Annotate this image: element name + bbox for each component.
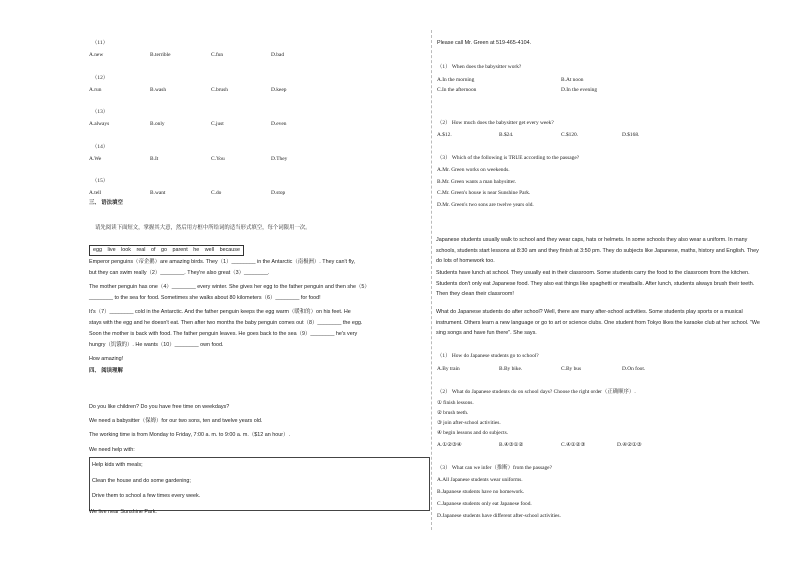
passage-paragraph: What do Japanese students do after school? Well, there are many after-school activities. Some students play sports or a musical instrument. Others learn a new language or go to art or science clubs. One student from Tokyo likes the karaoke club at her school. "We sing songs and have fun there". She says. (436, 309, 760, 336)
option-b: B.Japanese students have no homework. (437, 489, 525, 495)
passage-paragraph: Students have lunch at school. They usually eat in their classroom. Some students carry the food to the classroom from the kitchen. Students don't only eat Japanese food. They also eat things like spaghetti or meatballs. After lunch, students always brush their teeth. Then they clean their classroom! (436, 270, 755, 297)
option-a: A.①②③④ (437, 442, 462, 448)
question-stem: （2） What do Japanese students do on school days? Choose the right order（正确顺序）. (437, 389, 636, 395)
option-a: A.All Japanese students wear uniforms. (437, 477, 523, 483)
option-d: D.Mr. Green's two sons are twelve years old. (437, 202, 534, 208)
passage-line: We need a babysitter（保姆）for our two sons, ten and twelve years old. (89, 418, 263, 424)
question-stem: （3） What can we infer（推断）from the passage? (437, 465, 552, 471)
question-stem: （1） When does the babysitter work? (437, 64, 522, 70)
option-b: B.At noon (561, 77, 584, 83)
help-item: Help kids with meals; (92, 462, 143, 468)
option-c: C.Mr. Green's house is near Sunshine Park. (437, 190, 531, 196)
option-c: C.By bus (561, 366, 582, 372)
option-b: B.By bike. (499, 366, 523, 372)
option-b: B.wash (150, 87, 167, 93)
word-bank-item: egg (93, 247, 102, 253)
word-bank-item: well (204, 247, 215, 253)
option-b: B.only (150, 121, 165, 127)
option-d: D.even (271, 121, 287, 127)
word-bank-item: live (107, 247, 116, 253)
order-item: ① finish lessons. (437, 400, 474, 406)
option-d: D.bad (271, 52, 285, 58)
question-number: （12） (92, 75, 109, 81)
passage-line: Emperor penguins（帝企鹅）are amazing birds. They（1）________ in the Antarctic（南极洲）. They can't fly, (89, 259, 355, 265)
passage-line: The working time is from Monday to Friday, 7:00 a. m. to 9:00 a. m.（$12 an hour）. (89, 432, 290, 438)
option-d: D.keep (271, 87, 287, 93)
passage-paragraph: Japanese students usually walk to school and they wear caps, hats or helmets. In some schools they also wear a uniform. In many schools, students start lessons at 8:30 am and they finish at 3:50 pm. They do subjects like Japanese, maths, history and English. They do lots of homework too. (436, 237, 759, 264)
question-stem: （3） Which of the following is TRUE according to the passage? (437, 155, 580, 161)
word-bank-item: look (121, 247, 131, 253)
option-c: C.④①②③ (561, 442, 586, 448)
section-title: 四、 阅读理解 (89, 368, 123, 374)
order-item: ② brush teeth. (437, 410, 469, 416)
option-b: B.want (150, 190, 166, 196)
word-bank-item: he (193, 247, 200, 253)
passage-line: stays with the egg and he doesn't eat. Then after two months the baby penguin comes out（8）________ the egg. (89, 320, 363, 326)
passage-line: but they can swim really（2）________. They're also great（3）________. (89, 270, 270, 276)
option-a: A.new (89, 52, 104, 58)
passage-line: Please call Mr. Green at 519-465-4104. (437, 40, 532, 46)
option-d: D.④②①③ (617, 442, 642, 448)
question-number: （11） (92, 40, 108, 46)
passage-line: How amazing! (89, 356, 124, 362)
option-c: C.$120. (561, 132, 579, 138)
help-list-box (89, 457, 430, 511)
option-a: A.Mr. Green works on weekends. (437, 167, 510, 173)
option-a: A.tell (89, 190, 102, 196)
option-a: A.always (89, 121, 110, 127)
section-title: 三、 语法填空 (89, 200, 123, 206)
passage-line: Soon the mother is back with food. The father penguin leaves. He goes back to the sea（9）________ he's very (89, 331, 358, 337)
option-a: A.By train (437, 366, 460, 372)
order-item: ④ begin lessons and do subjects. (437, 430, 509, 436)
option-b: B.Mr. Green wants a man babysitter. (437, 179, 517, 185)
passage-line: We need help with: (89, 447, 135, 453)
option-a: A.$12. (437, 132, 452, 138)
option-d: D.On foot. (622, 366, 646, 372)
question-stem: （2） How much does the babysitter get every week? (437, 120, 554, 126)
option-c: C.You (211, 156, 225, 162)
word-bank-item: of (150, 247, 156, 253)
option-a: A.We (89, 156, 102, 162)
option-d: D.$168. (622, 132, 640, 138)
column-divider (431, 30, 432, 530)
word-bank-item: parent (172, 247, 188, 253)
question-number: （14） (92, 144, 109, 150)
passage-line: We live near Sunshine Park. (89, 509, 157, 515)
option-d: D.They (271, 156, 288, 162)
option-d: D.stop (271, 190, 286, 196)
option-c: C.brush (211, 87, 228, 93)
passage-line: hungry（饥饿的）. He wants（10）________ own food. (89, 342, 224, 348)
option-d: D.In the evening (561, 87, 598, 93)
option-c: C.do (211, 190, 222, 196)
question-number: （15） (92, 178, 109, 184)
word-bank-item: go (160, 247, 167, 253)
option-c: C.just (211, 121, 224, 127)
help-item: Drive them to school a few times every week. (92, 493, 201, 499)
option-d: D.Japanese students have different after-school activities. (437, 513, 561, 519)
option-a: A.run (89, 87, 102, 93)
option-b: B.$24. (499, 132, 514, 138)
passage-line: It's（7）________ cold in the Antarctic. And the father penguin keeps the egg warm（暖和的）on his feet. He (89, 309, 351, 315)
option-b: B.terrible (150, 52, 171, 58)
option-b: B.④③①② (499, 442, 524, 448)
word-bank-item: because (219, 247, 240, 253)
question-number: （13） (92, 109, 109, 115)
word-bank-item: real (136, 247, 146, 253)
passage-line: Do you like children? Do you have free time on weekdays? (89, 404, 230, 410)
passage-line: The mother penguin has one（4）________ every winter. She gives her egg to the father penguin and then she（5） (89, 284, 370, 290)
section-instructions: 请先阅读下面短文，掌握其大意，然后用方框中所给词的适当形式填空，每个词限用一次。 (95, 225, 311, 231)
passage-line: ________ to the sea for food. Sometimes she walks about 80 kilometers（6）________ for food! (89, 295, 321, 301)
word-bank (89, 245, 244, 256)
order-item: ③ join after-school activities. (437, 420, 501, 426)
option-c: C.In the afternoon (437, 87, 477, 93)
help-item: Clean the house and do some gardening; (92, 478, 191, 484)
question-stem: （1） How do Japanese students go to school? (437, 353, 539, 359)
option-c: C.Japanese students only eat Japanese food. (437, 501, 532, 507)
option-b: B.It (150, 156, 159, 162)
option-c: C.fun (211, 52, 224, 58)
option-a: A.In the morning (437, 77, 475, 83)
